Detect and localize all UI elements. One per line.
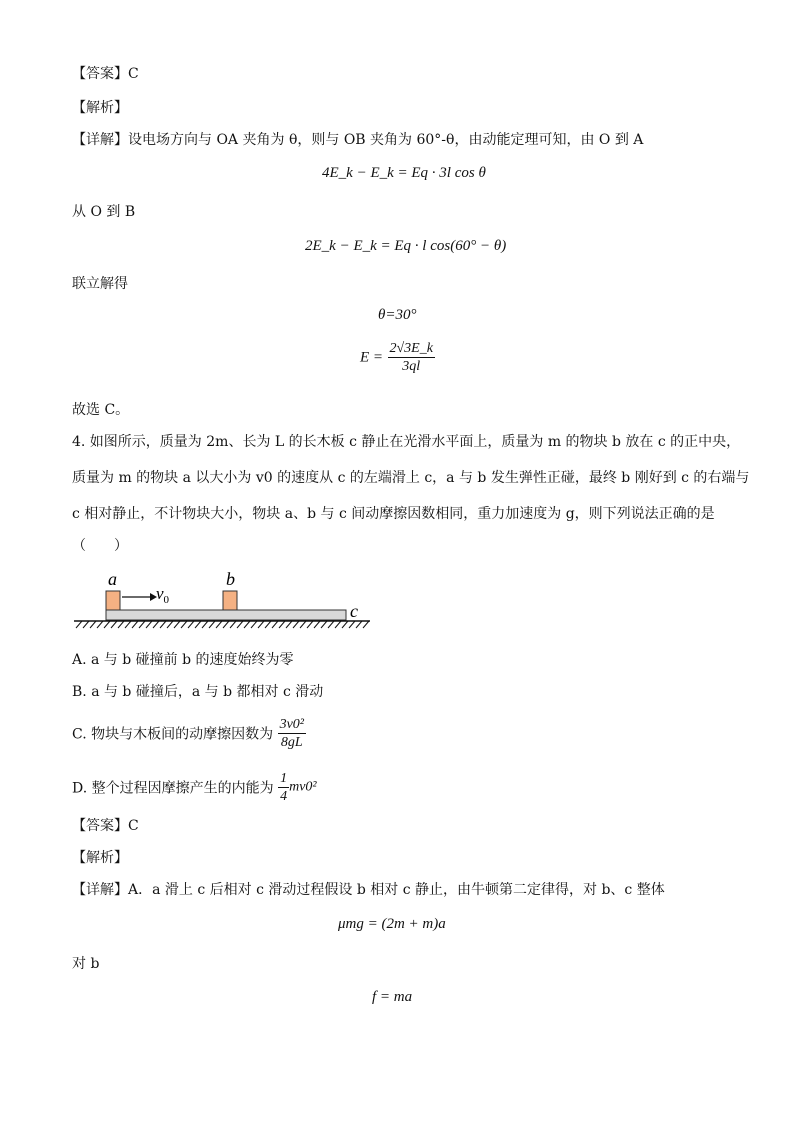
hatch-stroke — [300, 621, 306, 628]
option-c-fraction — [278, 716, 306, 751]
question-line-4: （ ） — [72, 538, 128, 554]
ground-hatching — [76, 621, 369, 628]
hatch-stroke — [349, 621, 355, 628]
hatch-stroke — [279, 621, 285, 628]
option-d-denominator: 4 — [280, 789, 288, 804]
hatch-stroke — [272, 621, 278, 628]
answer-line — [72, 64, 139, 84]
e-field-denominator: 3ql — [402, 359, 421, 374]
hatch-stroke — [244, 621, 250, 628]
question-line-1: 4. 如图所示，质量为 2m、长为 L 的长木板 c 静止在光滑水平面上，质量为 m 的物块 b 放在 c 的正中央， — [72, 434, 741, 450]
hatch-stroke — [265, 621, 271, 628]
e-field-fraction — [388, 340, 435, 375]
hatch-stroke — [328, 621, 334, 628]
e-field-numerator: 2√3E_k — [389, 341, 433, 356]
label-v0: $v_0$ — [156, 584, 170, 606]
answer-line-2 — [72, 816, 139, 836]
option-d-numerator: 1 — [280, 771, 288, 786]
for-b-text: 对 b — [72, 956, 100, 972]
option-c-text: C. 物块与木板间的动摩擦因数为 — [72, 726, 274, 743]
hatch-stroke — [258, 621, 264, 628]
hatch-stroke — [90, 621, 96, 628]
analysis-heading-2: 【解析】 — [72, 850, 128, 866]
option-d-text: D. 整个过程因摩擦产生的内能为 — [72, 780, 274, 797]
hatch-stroke — [335, 621, 341, 628]
choose-text: 故选 C。 — [72, 402, 130, 418]
physics-figure — [70, 565, 380, 635]
hatch-stroke — [342, 621, 348, 628]
option-d-tail: mv0² — [289, 779, 317, 795]
hatch-stroke — [237, 621, 243, 628]
detail-text: 设电场方向与 OA 夹角为 θ，则与 OB 夹角为 60°-θ，由动能定理可知，由 O 到 A — [128, 132, 644, 148]
answer-value-2: C — [128, 818, 139, 834]
question-line-2: 质量为 m 的物块 a 以大小为 v0 的速度从 c 的左端滑上 c，a 与 b 发生弹性正碰，最终 b 刚好到 c 的右端与 — [72, 470, 750, 486]
option-a: A. a 与 b 碰撞前 b 的速度始终为零 — [72, 652, 294, 668]
hatch-stroke — [160, 621, 166, 628]
option-c-denominator: 8gL — [280, 735, 303, 750]
answer-value: C — [128, 66, 139, 82]
equation-3: μmg = (2m + m)a — [338, 916, 446, 932]
hatch-stroke — [321, 621, 327, 628]
hatch-stroke — [181, 621, 187, 628]
hatch-stroke — [132, 621, 138, 628]
detail-tag-2: 【详解】 — [72, 882, 128, 898]
equation-2: 2E_k − E_k = Eq · l cos(60° − θ) — [305, 238, 507, 254]
option-d-fraction — [278, 770, 289, 805]
hatch-stroke — [76, 621, 82, 628]
hatch-stroke — [356, 621, 362, 628]
detail-paragraph-2 — [72, 880, 665, 900]
label-a: a — [108, 569, 117, 589]
equation-4: f = ma — [372, 989, 413, 1005]
hatch-stroke — [104, 621, 110, 628]
hatch-stroke — [146, 621, 152, 628]
equation-1: 4E_k − E_k = Eq · 3l cos θ — [322, 165, 486, 181]
option-c-numerator: 3v0² — [279, 717, 304, 732]
hatch-stroke — [118, 621, 124, 628]
detail-text-2: A．a 滑上 c 后相对 c 滑动过程假设 b 相对 c 静止，由牛顿第二定律得，对 b、c 整体 — [128, 882, 665, 898]
block-a — [106, 591, 120, 610]
e-field-result — [360, 340, 435, 375]
option-c — [72, 716, 306, 751]
hatch-stroke — [307, 621, 313, 628]
hatch-stroke — [125, 621, 131, 628]
hatch-stroke — [251, 621, 257, 628]
hatch-stroke — [188, 621, 194, 628]
hatch-stroke — [174, 621, 180, 628]
hatch-stroke — [209, 621, 215, 628]
answer-tag: 【答案】 — [72, 66, 128, 82]
answer-tag-2: 【答案】 — [72, 818, 128, 834]
hatch-stroke — [83, 621, 89, 628]
hatch-stroke — [167, 621, 173, 628]
hatch-stroke — [216, 621, 222, 628]
hatch-stroke — [314, 621, 320, 628]
from-o-to-b-text: 从 O 到 B — [72, 204, 136, 220]
hatch-stroke — [223, 621, 229, 628]
hatch-stroke — [195, 621, 201, 628]
hatch-stroke — [202, 621, 208, 628]
hatch-stroke — [153, 621, 159, 628]
detail-tag: 【详解】 — [72, 132, 128, 148]
hatch-stroke — [97, 621, 103, 628]
option-d — [72, 770, 317, 805]
e-field-lhs: E = — [360, 349, 384, 366]
theta-result: θ=30° — [378, 307, 417, 323]
label-b: b — [226, 569, 235, 589]
hatch-stroke — [363, 621, 369, 628]
question-line-3: c 相对静止，不计物块大小，物块 a、b 与 c 间动摩擦因数相同，重力加速度为 g，则下列说法正确的是 — [72, 506, 715, 522]
detail-paragraph — [72, 130, 643, 150]
board-c — [106, 610, 346, 620]
hatch-stroke — [230, 621, 236, 628]
hatch-stroke — [111, 621, 117, 628]
hatch-stroke — [293, 621, 299, 628]
label-c: c — [350, 601, 358, 621]
hatch-stroke — [139, 621, 145, 628]
solve-text: 联立解得 — [72, 276, 128, 292]
block-b — [223, 591, 237, 610]
option-b: B. a 与 b 碰撞后，a 与 b 都相对 c 滑动 — [72, 684, 324, 700]
hatch-stroke — [286, 621, 292, 628]
analysis-heading: 【解析】 — [72, 100, 128, 116]
